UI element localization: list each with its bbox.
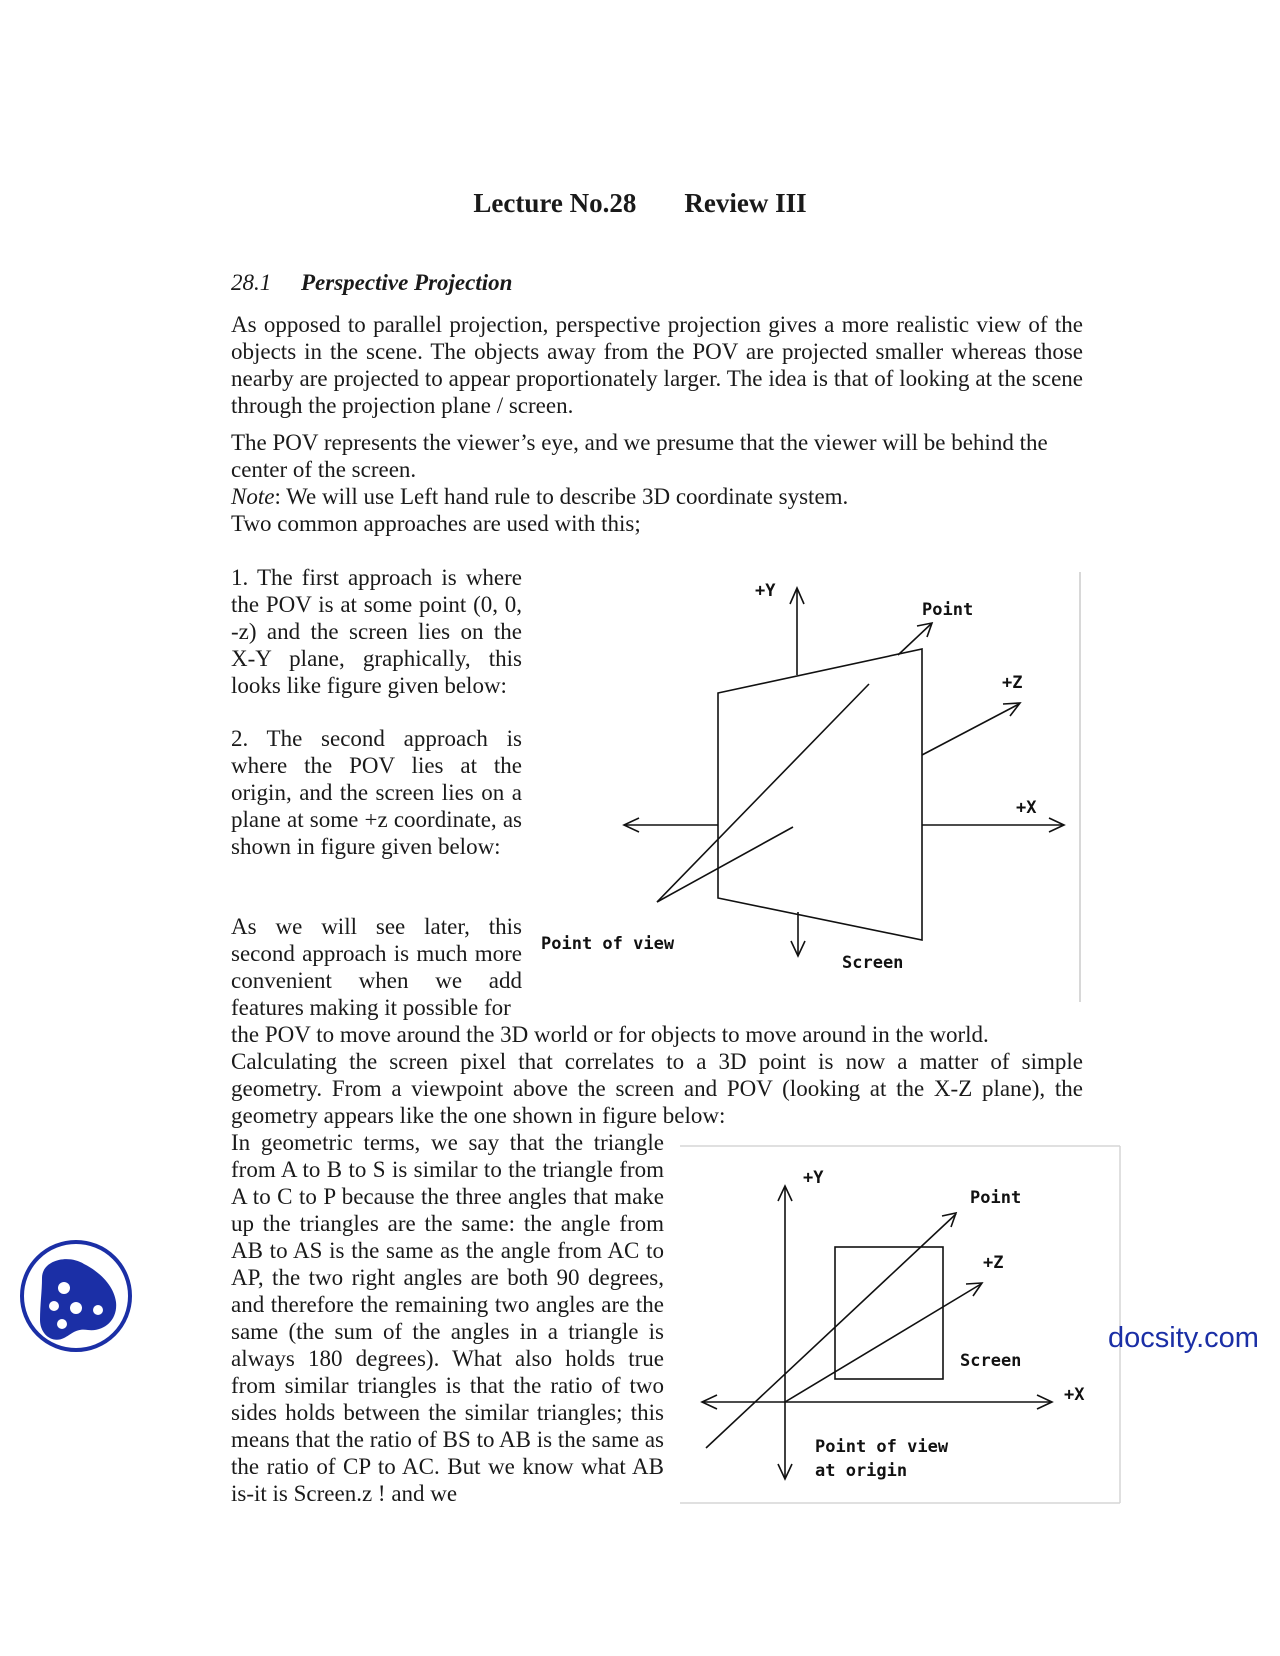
paragraph-approach-1: 1. The first approach is where the POV is at some point (0, 0, -z) and the screen lies on the X-Y plane, graphically, this looks like figure given below: xyxy=(231,565,522,698)
title-review: Review III xyxy=(684,188,807,218)
figure1-ray-z xyxy=(657,827,793,902)
figure-pov-at-origin xyxy=(675,1140,1125,1510)
figure2-point-label: Point xyxy=(970,1188,1022,1208)
docsity-logo-icon xyxy=(18,1238,134,1354)
paragraph-pov: The POV represents the viewer’s eye, and we presume that the viewer will be behind the center of the screen. xyxy=(231,430,1048,482)
figure1-pov-label: Point of view xyxy=(541,934,675,954)
figure2-ray-point xyxy=(706,1214,956,1448)
title-lecture: Lecture No.28 xyxy=(473,188,637,218)
section-heading xyxy=(231,270,512,296)
paragraph-note xyxy=(231,483,1083,510)
figure1-y-label: +Y xyxy=(755,581,776,601)
figure2-z-label: +Z xyxy=(983,1253,1004,1273)
figure2-x-label: +X xyxy=(1064,1385,1085,1405)
section-number: 28.1 xyxy=(231,270,272,295)
figure1-ray-point xyxy=(657,684,869,902)
figure1-z-arrow xyxy=(922,704,1019,755)
figure1-point-label: Point xyxy=(922,600,974,620)
paragraph-later-full: the POV to move around the 3D world or for objects to move around in the world. xyxy=(231,1022,989,1047)
note-text: : We will use Left hand rule to describe 3D coordinate system. xyxy=(274,484,849,509)
figure1-screen-label: Screen xyxy=(842,953,904,973)
note-label: Note xyxy=(231,484,275,509)
figure1-x-label: +X xyxy=(1016,798,1037,818)
page-title xyxy=(0,188,1280,219)
figure2-pov-label-line2: at origin xyxy=(815,1461,908,1481)
paragraph-calculating: Calculating the screen pixel that correlates to a 3D point is now a matter of simple geometry. From a viewpoint above the screen and POV (looking at the X-Z plane), the geometry appears like the one shown in figure below: xyxy=(231,1049,1083,1128)
paragraph-geometric: In geometric terms, we say that the triangle from A to B to S is similar to the triangle from A to C to P because the three angles that make up the triangles are the same: the angle from AB to AS is the same as the angle from AC to AP, the two right angles are both 90 degrees, and therefore the remaining two angles are the same (the sum of the angles in a triangle is always 180 degrees). What also holds true from similar triangles is that the ratio of two sides holds between the similar triangles; this means that the ratio of BS to AB is the same as the ratio of CP to AC. But we know what AB is-it is Screen.z ! and we xyxy=(231,1130,664,1506)
paragraph-later-column: As we will see later, this second approach is much more convenient when we add features making it possible for xyxy=(231,914,522,1020)
figure1-z-label: +Z xyxy=(1002,673,1023,693)
figure-screen-on-xy-plane xyxy=(520,560,1090,1020)
figure2-ray-z xyxy=(785,1284,981,1402)
figure2-y-label: +Y xyxy=(803,1168,824,1188)
figure2-pov-label-line1: Point of view xyxy=(815,1437,949,1457)
paragraph-intro: As opposed to parallel projection, perspective projection gives a more realistic view of the objects in the scene. The objects away from the POV are projected smaller whereas those nearby are projected to appear proportionately larger. The idea is that of looking at the scene through the projection plane / screen. xyxy=(231,312,1083,418)
figure2-screen-label: Screen xyxy=(960,1351,1022,1371)
paragraph-approaches: Two common approaches are used with this; xyxy=(231,511,641,536)
docsity-watermark-text: docsity.com xyxy=(1108,1322,1259,1354)
section-name: Perspective Projection xyxy=(301,270,513,295)
paragraph-approach-2: 2. The second approach is where the POV lies at the origin, and the screen lies on a plane at some +z coordinate, as shown in figure given below: xyxy=(231,726,522,859)
figure1-screen xyxy=(718,649,922,940)
